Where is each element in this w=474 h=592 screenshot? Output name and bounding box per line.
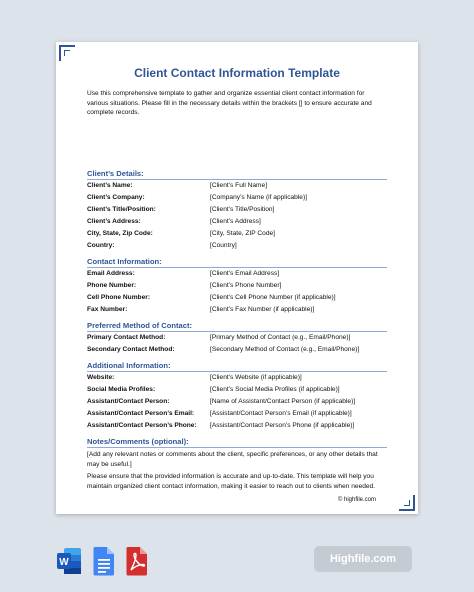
section-divider <box>87 371 387 372</box>
field-label: Assistant/Contact Person: <box>87 398 170 405</box>
field-label: Client’s Company: <box>87 194 145 201</box>
field-row <box>87 206 387 218</box>
field-row <box>87 230 387 242</box>
field-value: [Client’s Title/Position] <box>210 206 275 213</box>
field-row <box>87 410 387 422</box>
field-label: Client’s Name: <box>87 182 133 189</box>
field-value: [Client’s Email Address] <box>210 270 280 277</box>
field-value: [Client’s Full Name] <box>210 182 268 189</box>
field-row <box>87 218 387 230</box>
field-value: [City, State, ZIP Code] <box>210 230 275 237</box>
field-value: [Client’s Cell Phone Number (if applicable)] <box>210 294 336 301</box>
document-page <box>56 42 418 514</box>
field-label: Client’s Address: <box>87 218 141 225</box>
intro-paragraph: Use this comprehensive template to gather and organize essential client contact information for various situations. Please fill in the necessary details within the brackets [] to ensure accurate and complete records. <box>87 90 372 117</box>
section-heading-contact-information: Contact Information: <box>87 257 162 266</box>
section-heading-additional-information: Additional Information: <box>87 361 171 370</box>
field-label: Social Media Profiles: <box>87 386 156 393</box>
google-docs-icon[interactable] <box>91 546 117 576</box>
field-row <box>87 306 387 318</box>
field-label: Email Address: <box>87 270 135 277</box>
field-value: [Client’s Phone Number] <box>210 282 282 289</box>
field-label: Primary Contact Method: <box>87 334 166 341</box>
field-value: [Client’s Website (if applicable)] <box>210 374 302 381</box>
field-label: Assistant/Contact Person’s Email: <box>87 410 195 417</box>
field-row <box>87 346 387 358</box>
field-label: Country: <box>87 242 115 249</box>
field-label: Website: <box>87 374 115 381</box>
field-row <box>87 294 387 306</box>
section-divider <box>87 331 387 332</box>
field-label: Cell Phone Number: <box>87 294 151 301</box>
field-label: Secondary Contact Method: <box>87 346 175 353</box>
field-value: [Client’s Fax Number (if applicable)] <box>210 306 315 313</box>
field-value: [Primary Method of Contact (e.g., Email/Phone)] <box>210 334 351 341</box>
closing-paragraph: Please ensure that the provided information is accurate and up-to-date. This template will help you maintain organized client contact information, making it easier to reach out to clients when needed. <box>87 473 376 490</box>
section-heading-preferred-method: Preferred Method of Contact: <box>87 321 193 330</box>
field-label: Client’s Title/Position: <box>87 206 156 213</box>
field-label: Assistant/Contact Person’s Phone: <box>87 422 197 429</box>
field-row <box>87 386 387 398</box>
svg-text:W: W <box>59 557 69 568</box>
field-value: [Country] <box>210 242 237 249</box>
field-row <box>87 194 387 206</box>
field-row <box>87 398 387 410</box>
field-label: Fax Number: <box>87 306 128 313</box>
field-value: [Name of Assistant/Contact Person (if applicable)] <box>210 398 356 405</box>
field-row <box>87 282 387 294</box>
field-row <box>87 242 387 254</box>
field-value: [Company’s Name (if applicable)] <box>210 194 307 201</box>
section-divider <box>87 267 387 268</box>
field-label: City, State, Zip Code: <box>87 230 153 237</box>
field-value: [Client’s Social Media Profiles (if applicable)] <box>210 386 340 393</box>
section-heading-clients-details: Client’s Details: <box>87 169 144 178</box>
corner-ornament-top-left <box>59 45 75 61</box>
pdf-icon[interactable] <box>124 546 150 576</box>
section-divider <box>87 179 387 180</box>
corner-ornament-bottom-right <box>399 495 415 511</box>
notes-text: [Add any relevant notes or comments about the client, specific preferences, or any other details that may be useful.] <box>87 451 378 468</box>
field-row <box>87 374 387 386</box>
field-value: [Assistant/Contact Person’s Email (if applicable)] <box>210 410 352 417</box>
copyright-text: © highfile.com <box>337 497 376 503</box>
field-row <box>87 270 387 282</box>
section-divider <box>87 447 387 448</box>
brand-badge[interactable]: Highfile.com <box>314 546 412 572</box>
field-row <box>87 334 387 346</box>
field-value: [Assistant/Contact Person’s Phone (if applicable)] <box>210 422 355 429</box>
field-row <box>87 422 387 434</box>
field-value: [Secondary Method of Contact (e.g., Email/Phone)] <box>210 346 360 353</box>
field-value: [Client’s Address] <box>210 218 261 225</box>
section-heading-notes: Notes/Comments (optional): <box>87 437 189 446</box>
word-icon[interactable] <box>56 546 82 576</box>
document-title: Client Contact Information Template <box>134 66 340 80</box>
field-row <box>87 182 387 194</box>
field-label: Phone Number: <box>87 282 137 289</box>
